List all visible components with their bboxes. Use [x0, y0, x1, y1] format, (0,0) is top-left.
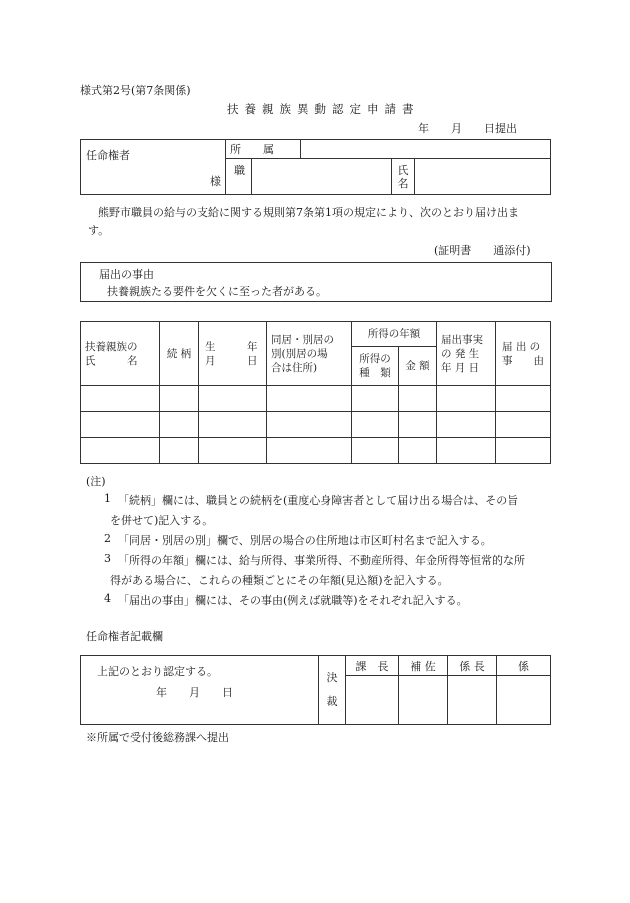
- footer-note: ※所属で受付後総務課へ提出: [86, 731, 229, 744]
- th-income-type-line2: 種 類: [359, 367, 391, 379]
- cell-input[interactable]: [199, 438, 267, 464]
- th-income-type-line1: 所得の: [359, 353, 391, 365]
- cell-input[interactable]: [399, 438, 437, 464]
- affiliation-label: 所 属: [230, 143, 274, 156]
- honorific-sama: 様: [210, 175, 221, 188]
- cell-input[interactable]: [496, 438, 551, 464]
- name-label-cell: [392, 159, 415, 195]
- cell-input[interactable]: [496, 386, 551, 412]
- cell-input[interactable]: [81, 386, 160, 412]
- th-reason: [496, 322, 551, 386]
- stamp-box-staff[interactable]: [497, 676, 551, 725]
- cell-input[interactable]: [352, 438, 399, 464]
- cell-input[interactable]: [160, 386, 199, 412]
- th-reason-line1: 届 出 の: [502, 340, 541, 353]
- th-annual-income-label: 所得の年額: [367, 328, 421, 340]
- notes-heading: (注): [86, 475, 106, 488]
- cell-input[interactable]: [267, 412, 352, 438]
- approval-text-cell: [81, 656, 319, 725]
- note-3-number: 3: [104, 552, 111, 565]
- form-number: 様式第2号(第7条関係): [80, 84, 191, 97]
- th-annual-income: [352, 322, 437, 347]
- table-row: [81, 412, 551, 438]
- cell-input[interactable]: [81, 412, 160, 438]
- cell-input[interactable]: [399, 412, 437, 438]
- th-residence: [267, 322, 352, 386]
- affiliation-field[interactable]: [301, 140, 551, 159]
- affiliation-label-cell: [226, 140, 301, 159]
- cell-input[interactable]: [267, 386, 352, 412]
- note-2-line1: 「同居・別居の別」欄で、別居の場合の住所地は市区町村名まで記入する。: [118, 534, 492, 547]
- note-2-number: 2: [104, 532, 111, 545]
- cell-input[interactable]: [399, 386, 437, 412]
- table-row: [81, 438, 551, 464]
- th-dependent-name: [81, 322, 160, 386]
- position-cell[interactable]: [226, 159, 392, 195]
- th-residence-line2: 別(別居の場: [271, 347, 328, 360]
- note-1-line2: を併せて)記入する。: [110, 514, 214, 527]
- cell-input[interactable]: [199, 412, 267, 438]
- th-income-amount: [399, 347, 437, 386]
- th-fact-date-line1: 届出事実: [441, 333, 483, 346]
- stamp-box-assistant[interactable]: [399, 676, 448, 725]
- th-birthdate-line1: 生 年: [205, 340, 258, 353]
- stamp-label-staff: 係: [518, 659, 529, 673]
- body-text-line1: 熊野市職員の給与の支給に関する規則第7条第1項の規定により、次のとおり届け出ま: [98, 206, 519, 219]
- position-divider: [251, 159, 252, 195]
- stamp-header-unit-chief: [448, 656, 497, 676]
- attachment-note: (証明書 通添付): [434, 244, 531, 257]
- note-3-line2: 得がある場合に、これらの種類ごとにその年額(見込額)を記入する。: [110, 574, 449, 587]
- body-text-line2: す。: [88, 224, 110, 237]
- reason-label: 届出の事由: [99, 268, 154, 281]
- stamp-header-section-chief: [346, 656, 399, 676]
- th-relation: [160, 322, 199, 386]
- cell-input[interactable]: [81, 438, 160, 464]
- note-1-line1: 「続柄」欄には、職員との続柄を(重度心身障害者として届け出る場合は、その旨: [118, 494, 519, 507]
- cell-input[interactable]: [199, 386, 267, 412]
- approval-date: 年 月 日: [156, 686, 233, 699]
- th-fact-date-line2: の 発 生: [441, 347, 480, 360]
- th-income-type: [352, 347, 399, 386]
- th-reason-line2: 事 由: [502, 354, 544, 367]
- name-label-lower: 名: [397, 176, 409, 190]
- stamp-label-unit-chief: 係 長: [459, 659, 485, 673]
- cell-input[interactable]: [352, 412, 399, 438]
- approval-text: 上記のとおり認定する。: [97, 665, 218, 678]
- stamp-box-section-chief[interactable]: [346, 676, 399, 725]
- note-4-number: 4: [104, 592, 111, 605]
- appointer-label: 任命権者: [86, 149, 130, 162]
- cell-input[interactable]: [160, 412, 199, 438]
- cell-input[interactable]: [437, 438, 496, 464]
- reason-box: [80, 262, 552, 302]
- th-dependent-name-line2: 氏 名: [85, 354, 138, 367]
- decision-label-lower: 裁: [326, 695, 338, 708]
- decision-label-upper: 決: [326, 671, 338, 684]
- cell-input[interactable]: [496, 412, 551, 438]
- cell-input[interactable]: [437, 386, 496, 412]
- th-fact-date-line3: 年 月 日: [441, 361, 480, 374]
- stamp-label-section-chief: 課 長: [355, 659, 389, 673]
- cell-input[interactable]: [352, 386, 399, 412]
- th-income-amount-label: 金 額: [405, 360, 430, 372]
- th-residence-line3: 合は住所): [271, 361, 318, 374]
- decision-cell: [319, 656, 346, 725]
- applicant-header-table: [80, 139, 551, 195]
- note-4-line1: 「届出の事由」欄には、その事由(例えば就職等)をそれぞれ記入する。: [118, 594, 468, 607]
- note-3-line1: 「所得の年額」欄には、給与所得、事業所得、不動産所得、年金所得等恒常的な所: [118, 554, 525, 567]
- appointer-section-heading: 任命権者記載欄: [86, 630, 163, 643]
- stamp-header-assistant: [399, 656, 448, 676]
- th-relation-label: 続 柄: [166, 347, 192, 360]
- th-dependent-name-line1: 扶養親族の: [85, 340, 138, 353]
- name-field[interactable]: [415, 159, 551, 195]
- appointer-cell: [81, 140, 226, 195]
- th-fact-date: [437, 322, 496, 386]
- dependents-table: [80, 321, 551, 464]
- stamp-box-unit-chief[interactable]: [448, 676, 497, 725]
- cell-input[interactable]: [267, 438, 352, 464]
- cell-input[interactable]: [160, 438, 199, 464]
- th-birthdate-line2: 月 日: [205, 354, 258, 367]
- cell-input[interactable]: [437, 412, 496, 438]
- note-1-number: 1: [104, 492, 111, 505]
- submission-date: 年 月 日提出: [418, 122, 517, 135]
- approval-table: [80, 655, 551, 725]
- table-row: [81, 386, 551, 412]
- th-residence-line1: 同居・別居の: [271, 333, 334, 346]
- th-birthdate: [199, 322, 267, 386]
- reason-text: 扶養親族たる要件を欠くに至った者がある。: [107, 285, 327, 298]
- position-label: 職: [234, 164, 245, 177]
- stamp-label-assistant: 補 佐: [410, 659, 436, 673]
- form-title: 扶養親族異動認定申請書: [227, 102, 420, 116]
- stamp-header-staff: [497, 656, 551, 676]
- name-label-upper: 氏: [397, 163, 409, 177]
